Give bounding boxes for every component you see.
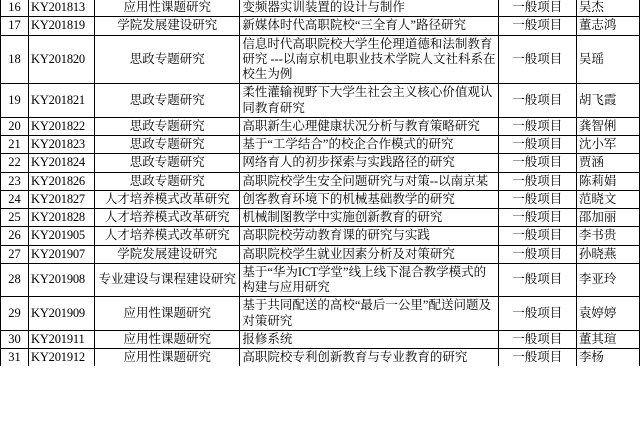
cell-leader: 袁婷婷	[576, 297, 639, 331]
table-row	[1, 136, 640, 154]
cell-leader: 陈莉娟	[576, 172, 639, 190]
cell-code: KY201823	[29, 136, 95, 154]
table-row	[1, 17, 640, 35]
cell-code: KY201909	[29, 297, 95, 331]
cell-type: 一般项目	[498, 0, 576, 17]
cell-num: 18	[1, 35, 29, 84]
cell-num: 22	[1, 154, 29, 172]
cell-type: 一般项目	[498, 190, 576, 208]
cell-code: KY201820	[29, 35, 95, 84]
cell-code: KY201907	[29, 245, 95, 263]
cell-leader: 孙晓燕	[576, 245, 639, 263]
cell-title: 基于“工学结合”的校企合作模式的研究	[240, 136, 498, 154]
cell-leader: 胡飞霞	[576, 84, 639, 118]
cell-type: 一般项目	[498, 245, 576, 263]
cell-leader: 邵加丽	[576, 209, 639, 227]
cell-num: 17	[1, 17, 29, 35]
cell-category: 应用性课题研究	[95, 0, 240, 17]
cell-title: 报修系统	[240, 330, 498, 348]
cell-category: 应用性课题研究	[95, 297, 240, 331]
cell-leader: 李亚玲	[576, 263, 639, 297]
cell-code: KY201826	[29, 172, 95, 190]
cell-type: 一般项目	[498, 84, 576, 118]
cell-title: 高职院校专利创新教育与专业教育的研究	[240, 349, 498, 367]
cell-code: KY201824	[29, 154, 95, 172]
cell-leader: 贾涵	[576, 154, 639, 172]
cell-category: 思政专题研究	[95, 154, 240, 172]
cell-leader: 董其瑄	[576, 330, 639, 348]
cell-code: KY201819	[29, 17, 95, 35]
cell-category: 人才培养模式改革研究	[95, 190, 240, 208]
cell-type: 一般项目	[498, 263, 576, 297]
cell-num: 31	[1, 349, 29, 367]
cell-code: KY201905	[29, 227, 95, 245]
cell-title: 网络育人的初步探索与实践路径的研究	[240, 154, 498, 172]
table-row	[1, 84, 640, 118]
table-row	[1, 154, 640, 172]
cell-title: 高职院校学生安全问题研究与对策--以南京某	[240, 172, 498, 190]
cell-leader: 董志鸿	[576, 17, 639, 35]
cell-leader: 吴杰	[576, 0, 639, 17]
cell-type: 一般项目	[498, 209, 576, 227]
cell-title: 创客教育环境下的机械基础教学的研究	[240, 190, 498, 208]
cell-category: 学院发展建设研究	[95, 245, 240, 263]
table-row	[1, 172, 640, 190]
cell-leader: 龚智俐	[576, 117, 639, 135]
table-row	[1, 330, 640, 348]
cell-num: 16	[1, 0, 29, 17]
cell-code: KY201822	[29, 117, 95, 135]
cell-type: 一般项目	[498, 172, 576, 190]
cell-code: KY201821	[29, 84, 95, 118]
cell-type: 一般项目	[498, 349, 576, 367]
cell-leader: 沈小军	[576, 136, 639, 154]
cell-title: 信息时代高职院校大学生伦理道德和法制教育研究 ---以南京机电职业技术学院人文社科系在校生为例	[240, 35, 498, 84]
cell-category: 思政专题研究	[95, 136, 240, 154]
table-row	[1, 245, 640, 263]
cell-num: 28	[1, 263, 29, 297]
table-row	[1, 349, 640, 367]
cell-title: 新媒体时代高职院校“三全育人”路径研究	[240, 17, 498, 35]
table-row	[1, 227, 640, 245]
table-row	[1, 297, 640, 331]
cell-code: KY201827	[29, 190, 95, 208]
cell-type: 一般项目	[498, 136, 576, 154]
cell-category: 专业建设与课程建设研究	[95, 263, 240, 297]
cell-num: 27	[1, 245, 29, 263]
cell-title: 高职新生心理健康状况分析与教育策略研究	[240, 117, 498, 135]
table-body	[1, 0, 640, 366]
cell-category: 思政专题研究	[95, 117, 240, 135]
cell-num: 30	[1, 330, 29, 348]
cell-num: 24	[1, 190, 29, 208]
cell-type: 一般项目	[498, 297, 576, 331]
cell-code: KY201912	[29, 349, 95, 367]
cell-category: 人才培养模式改革研究	[95, 227, 240, 245]
table-row	[1, 0, 640, 17]
cell-num: 21	[1, 136, 29, 154]
cell-code: KY201828	[29, 209, 95, 227]
table-row	[1, 190, 640, 208]
cell-num: 23	[1, 172, 29, 190]
cell-title: 基于“华为ICT学堂”线上线下混合教学模式的构建与应用研究	[240, 263, 498, 297]
table-row	[1, 209, 640, 227]
cell-leader: 李杨	[576, 349, 639, 367]
cell-type: 一般项目	[498, 117, 576, 135]
cell-leader: 范晓文	[576, 190, 639, 208]
cell-type: 一般项目	[498, 227, 576, 245]
table-row	[1, 35, 640, 84]
cell-type: 一般项目	[498, 154, 576, 172]
cell-category: 应用性课题研究	[95, 349, 240, 367]
cell-category: 思政专题研究	[95, 172, 240, 190]
cell-title: 机械制图教学中实施创新教育的研究	[240, 209, 498, 227]
cell-num: 19	[1, 84, 29, 118]
cell-num: 26	[1, 227, 29, 245]
cell-title: 柔性灌输视野下大学生社会主义核心价值观认同教育研究	[240, 84, 498, 118]
cell-category: 思政专题研究	[95, 35, 240, 84]
cell-num: 25	[1, 209, 29, 227]
cell-type: 一般项目	[498, 330, 576, 348]
cell-type: 一般项目	[498, 17, 576, 35]
cell-title: 高职院校劳动教育课的研究与实践	[240, 227, 498, 245]
cell-type: 一般项目	[498, 35, 576, 84]
cell-category: 人才培养模式改革研究	[95, 209, 240, 227]
cell-leader: 李书贵	[576, 227, 639, 245]
cell-num: 29	[1, 297, 29, 331]
cell-num: 20	[1, 117, 29, 135]
cell-category: 思政专题研究	[95, 84, 240, 118]
cell-code: KY201911	[29, 330, 95, 348]
cell-category: 应用性课题研究	[95, 330, 240, 348]
cell-leader: 吴瑶	[576, 35, 639, 84]
cell-code: KY201908	[29, 263, 95, 297]
cell-title: 变频器实训装置的设计与制作	[240, 0, 498, 17]
table-row	[1, 263, 640, 297]
cell-title: 高职院校学生就业因素分析及对策研究	[240, 245, 498, 263]
table-row	[1, 117, 640, 135]
cell-category: 学院发展建设研究	[95, 17, 240, 35]
cell-title: 基于共同配送的高校“最后一公里”配送问题及对策研究	[240, 297, 498, 331]
cell-code: KY201813	[29, 0, 95, 17]
